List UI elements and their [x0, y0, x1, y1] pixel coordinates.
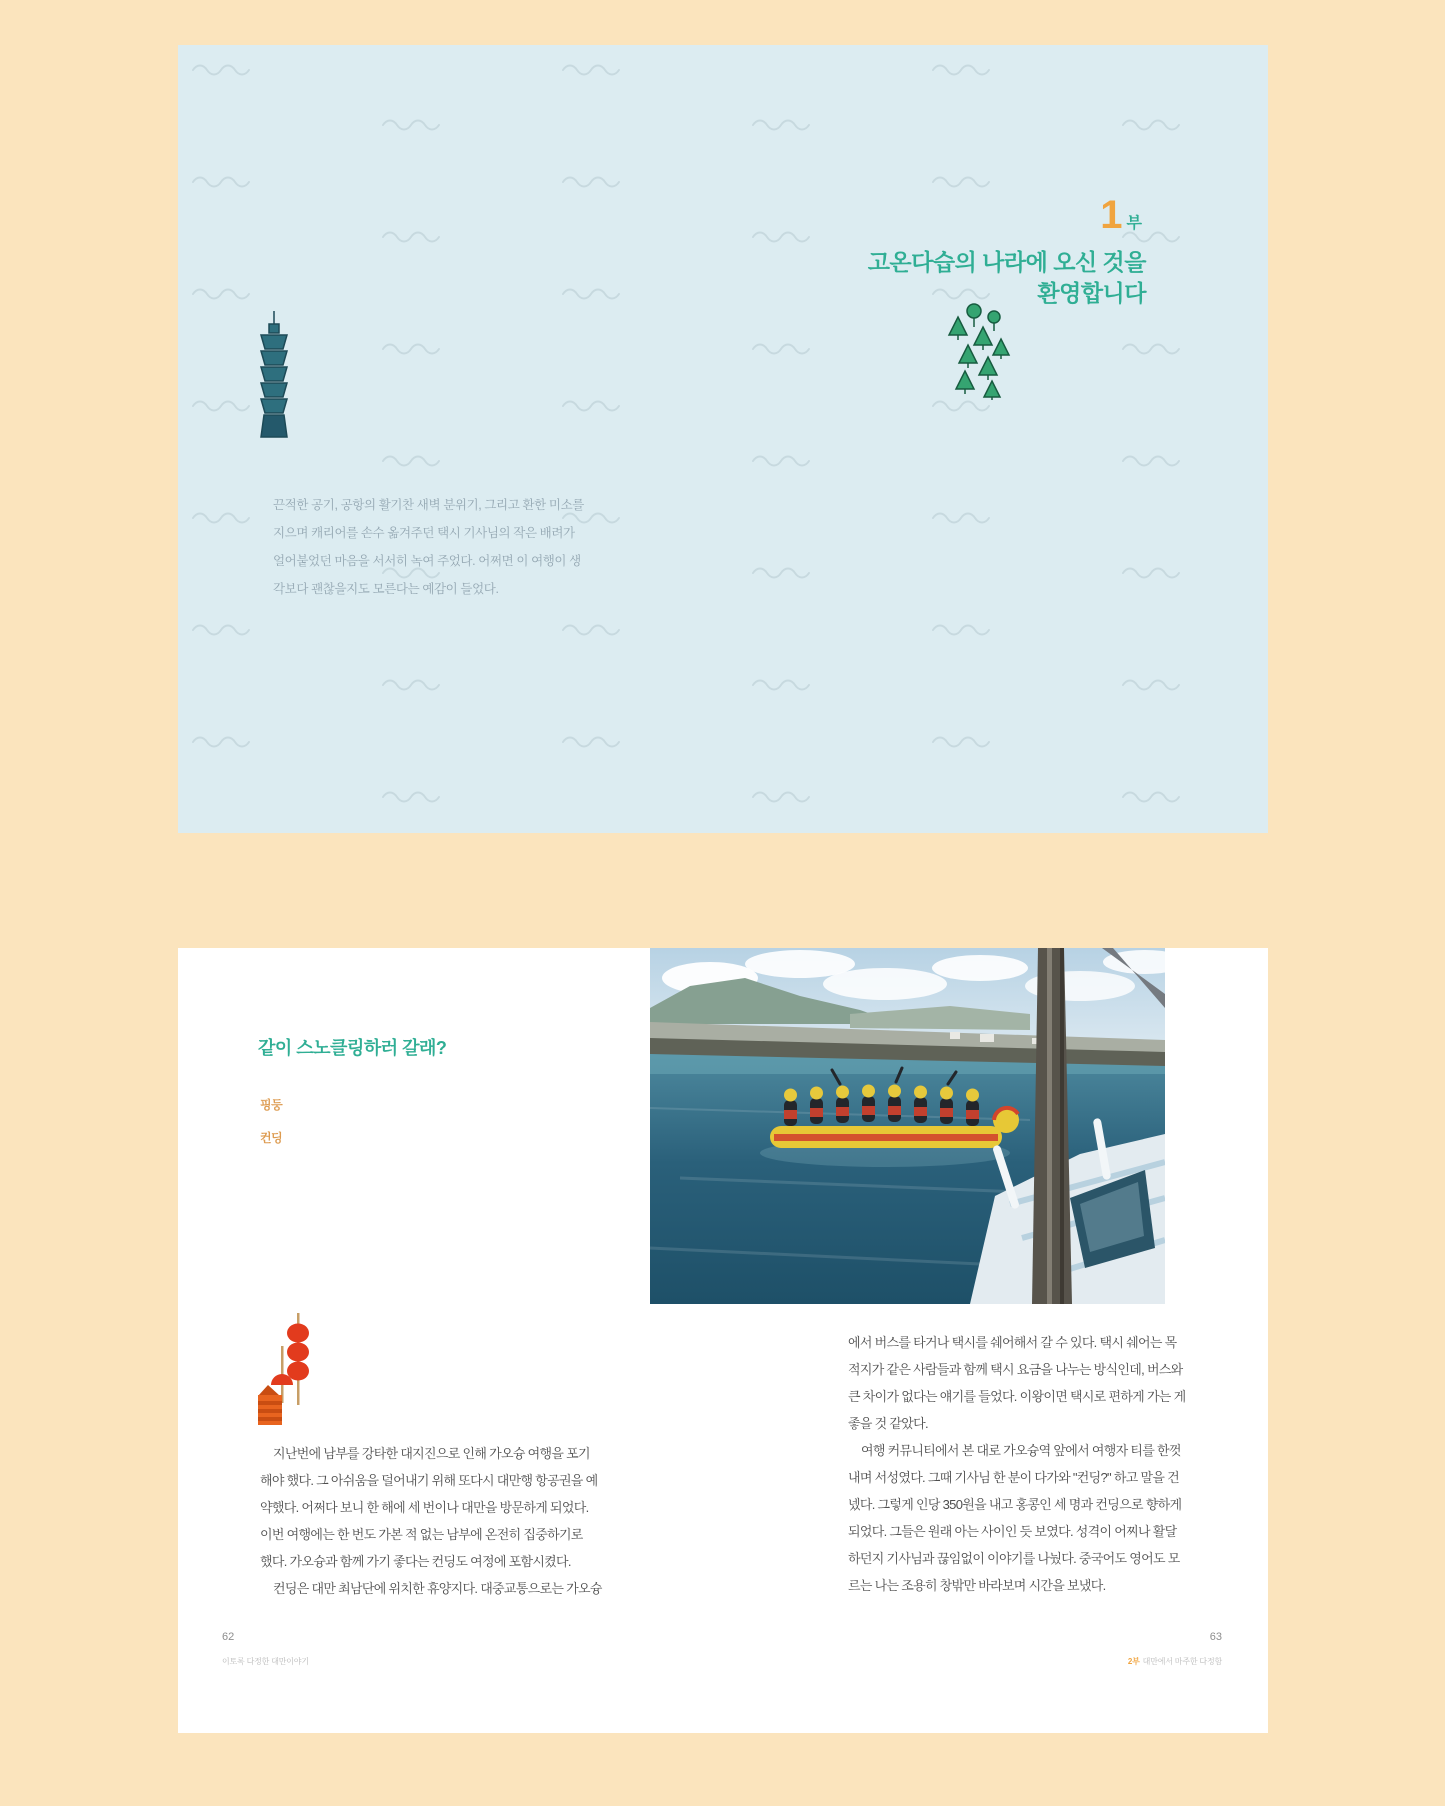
book-title-running-footer: 이토록 다정한 대만이야기 [222, 1657, 309, 1666]
part-title-line2: 환영합니다 [1037, 280, 1146, 306]
bottom-spread-page [178, 948, 1268, 1733]
chapter-title: 같이 스노클링하러 갈래? [258, 1038, 447, 1058]
part-title [868, 247, 1146, 309]
part-heading [1100, 195, 1142, 235]
body-line: 하던지 기사님과 끊임없이 이야기를 나눴다. 중국어도 영어도 모 [848, 1551, 1180, 1566]
body-line: 각보다 괜찮을지도 모른다는 예감이 들었다. [273, 582, 499, 596]
left-page-body [260, 1440, 602, 1602]
body-line: 약했다. 어쩌다 보니 한 해에 세 번이나 대만을 방문하게 되었다. [260, 1500, 589, 1515]
right-page-body [848, 1329, 1185, 1599]
body-line: 해야 했다. 그 아쉬움을 덜어내기 위해 또다시 대만행 항공권을 예 [260, 1473, 598, 1488]
body-line: 내며 서성였다. 그때 기사님 한 분이 다가와 "컨딩?" 하고 말을 건 [848, 1470, 1179, 1485]
part-title-line1: 고온다습의 나라에 오신 것을 [867, 249, 1146, 275]
wave-pattern [178, 45, 1268, 833]
location-tag-2: 컨딩 [260, 1131, 283, 1145]
body-line: 르는 나는 조용히 창밖만 바라보며 시간을 보냈다. [848, 1578, 1106, 1593]
location-tag-1: 핑둥 [260, 1098, 283, 1112]
body-line: 좋을 것 같았다. [848, 1416, 928, 1431]
left-page-number: 62 [222, 1631, 235, 1643]
left-page-footer [222, 1631, 309, 1667]
body-line: 끈적한 공기, 공항의 활기찬 새벽 분위기, 그리고 환한 미소를 [273, 498, 584, 512]
taipei-101-tower-illustration [256, 311, 292, 441]
right-page-number: 63 [1209, 1631, 1222, 1643]
body-line: 적지가 같은 사람들과 함께 택시 요금을 나누는 방식인데, 버스와 [848, 1362, 1183, 1377]
banana-boat-sea-photo [650, 948, 1165, 1304]
body-line: 넸다. 그렇게 인당 350원을 내고 홍콩인 세 명과 컨딩으로 향하게 [848, 1497, 1182, 1512]
footer-part-label: 2부 [1127, 1657, 1140, 1666]
part-running-footer [1128, 1656, 1222, 1667]
body-line: 얼어붙었던 마음을 서서히 녹여 주었다. 어쩌면 이 여행이 생 [273, 554, 581, 568]
body-line: 컨딩은 대만 최남단에 위치한 휴양지다. 대중교통으로는 가오슝 [273, 1581, 602, 1596]
right-page-footer [1128, 1631, 1222, 1667]
body-line: 했다. 가오슝과 함께 가기 좋다는 컨딩도 여정에 포함시켰다. [260, 1554, 571, 1569]
body-line: 지난번에 남부를 강타한 대지진으로 인해 가오슝 여행을 포기 [273, 1446, 590, 1461]
body-line: 에서 버스를 타거나 택시를 쉐어해서 갈 수 있다. 택시 쉐어는 목 [848, 1335, 1177, 1350]
body-line: 큰 차이가 없다는 얘기를 들었다. 이왕이면 택시로 편하게 가는 게 [848, 1389, 1186, 1404]
pine-trees-illustration [938, 301, 1012, 401]
body-line: 이번 여행에는 한 번도 가본 적 없는 남부에 온전히 집중하기로 [260, 1527, 583, 1542]
part-suffix: 부 [1126, 215, 1142, 232]
intro-paragraph [273, 491, 584, 603]
top-spread-page [178, 45, 1268, 833]
body-line: 여행 커뮤니티에서 본 대로 가오슝역 앞에서 여행자 티를 한껏 [861, 1443, 1181, 1458]
part-number: 1 [1100, 193, 1123, 237]
body-line: 되었다. 그들은 원래 아는 사이인 듯 보였다. 성격이 어찌나 활달 [848, 1524, 1177, 1539]
lantern-skewer-illustration [256, 1301, 318, 1429]
body-line: 지으며 캐리어를 손수 옮겨주던 택시 기사님의 작은 배려가 [273, 526, 575, 540]
footer-part-title: 대만에서 마주한 다정함 [1142, 1657, 1222, 1666]
